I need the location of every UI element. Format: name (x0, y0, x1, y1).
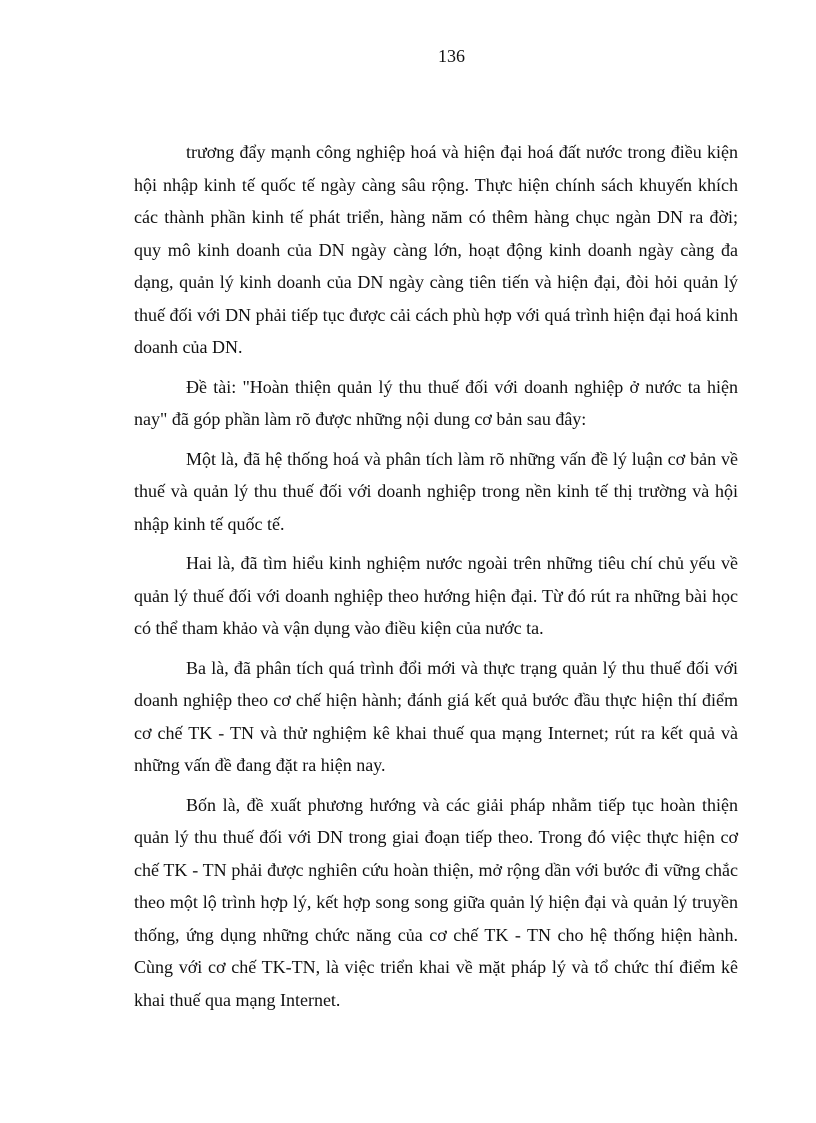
paragraph-point-two: Hai là, đã tìm hiểu kinh nghiệm nước ngoài trên những tiêu chí chủ yếu về quản lý thuế đối với doanh nghiệp theo hướng hiện đại. Từ đó rút ra những bài học có thể tham khảo và vận dụng vào điều kiện của nước ta. (134, 553, 738, 638)
paragraph-thesis-topic: Đề tài: "Hoàn thiện quản lý thu thuế đối với doanh nghiệp ở nước ta hiện nay" đã góp phần làm rõ được những nội dung cơ bản sau đây: (134, 376, 738, 429)
paragraph-point-one: Một là, đã hệ thống hoá và phân tích làm rõ những vấn đề lý luận cơ bản về thuế và quản lý thu thuế đối với doanh nghiệp trong nền kinh tế thị trường và hội nhập kinh tế quốc tế. (134, 448, 738, 534)
paragraph-point-three: Ba là, đã phân tích quá trình đổi mới và thực trạng quản lý thu thuế đối với doanh nghiệp theo cơ chế hiện hành; đánh giá kết quả bước đầu thực hiện thí điểm cơ chế TK - TN và thử nghiệm kê khai thuế qua mạng Internet; rút ra kết quả và những vấn đề đang đặt ra hiện nay. (134, 657, 738, 775)
paragraph-point-four: Bốn là, đề xuất phương hướng và các giải pháp nhằm tiếp tục hoàn thiện quản lý thu thuế đối với DN trong giai đoạn tiếp theo. Trong đó việc thực hiện cơ chế TK - TN phải được nghiên cứu hoàn thiện, mở rộng dần với bước đi vững chắc theo một lộ trình hợp lý, kết hợp song song giữa quản lý hiện đại và quản lý truyền thống, ứng dụng những chức năng của cơ chế TK - TN cho hệ thống hiện hành. Cùng với cơ chế TK-TN, là việc triển khai về mặt pháp lý và tổ chức thí điểm kê khai thuế qua mạng Internet. (134, 794, 738, 1010)
page-number (0, 44, 816, 68)
body-text (134, 136, 738, 1023)
page-number-text: 136 (438, 46, 465, 66)
paragraph-continuation: trương đẩy mạnh công nghiệp hoá và hiện đại hoá đất nước trong điều kiện hội nhập kinh tế quốc tế ngày càng sâu rộng. Thực hiện chính sách khuyến khích các thành phần kinh tế phát triển, hàng năm có thêm hàng chục ngàn DN ra đời; quy mô kinh doanh của DN ngày càng lớn, hoạt động kinh doanh ngày càng đa dạng, quản lý kinh doanh của DN ngày càng tiên tiến và hiện đại, đòi hỏi quản lý thuế đối với DN phải tiếp tục được cải cách phù hợp với quá trình hiện đại hoá kinh doanh của DN. (134, 142, 738, 357)
